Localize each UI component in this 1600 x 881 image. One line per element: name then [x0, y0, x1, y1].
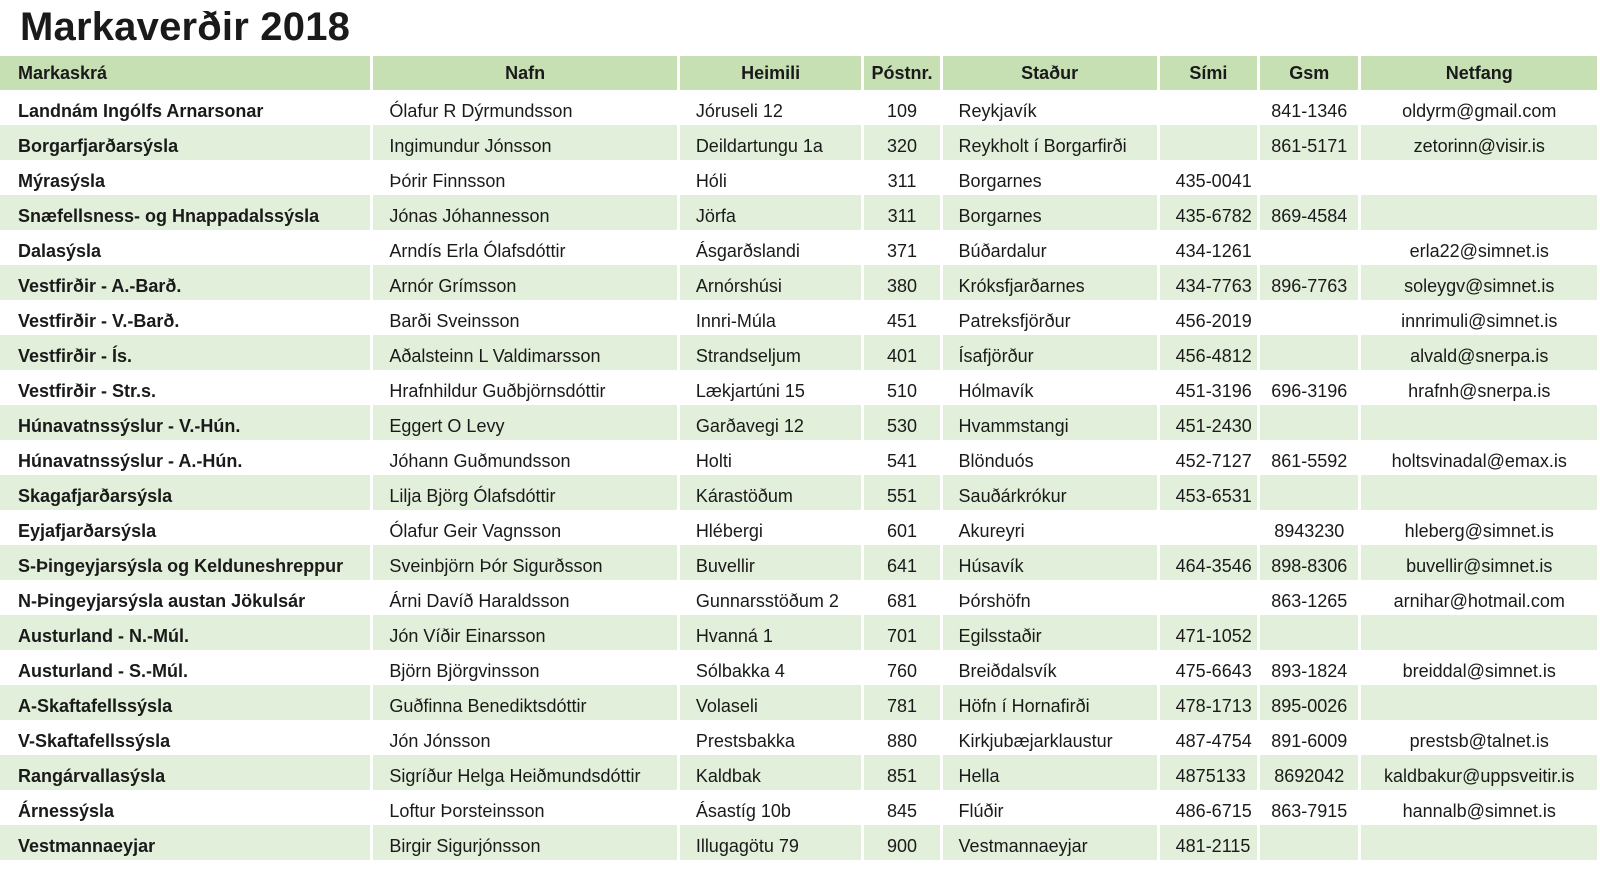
cell-simi: 487-4754 — [1160, 720, 1257, 755]
cell-netfang[interactable]: hannalb@simnet.is — [1361, 790, 1597, 825]
cell-gsm — [1260, 405, 1358, 440]
cell-nafn: Lilja Björg Ólafsdóttir — [373, 475, 676, 510]
cell-postnr: 551 — [864, 475, 939, 510]
cell-gsm — [1260, 230, 1358, 265]
cell-heimili: Prestsbakka — [680, 720, 862, 755]
cell-heimili: Kárastöðum — [680, 475, 862, 510]
cell-netfang[interactable]: soleygv@simnet.is — [1361, 265, 1597, 300]
cell-heimili: Jörfa — [680, 195, 862, 230]
cell-postnr: 541 — [864, 440, 939, 475]
cell-netfang — [1361, 475, 1597, 510]
cell-markaskra: A-Skaftafellssýsla — [0, 685, 370, 720]
table-header-row — [0, 56, 1597, 90]
header-heimili: Heimili — [680, 56, 862, 90]
cell-stadur: Patreksfjörður — [943, 300, 1157, 335]
table-row — [0, 475, 1597, 510]
cell-nafn: Björn Björgvinsson — [373, 650, 676, 685]
cell-gsm — [1260, 475, 1358, 510]
cell-gsm: 8943230 — [1260, 510, 1358, 545]
cell-markaskra: Vestmannaeyjar — [0, 825, 370, 860]
cell-markaskra: Rangárvallasýsla — [0, 755, 370, 790]
cell-postnr: 311 — [864, 160, 939, 195]
cell-netfang[interactable]: zetorinn@visir.is — [1361, 125, 1597, 160]
cell-nafn: Barði Sveinsson — [373, 300, 676, 335]
cell-netfang — [1361, 195, 1597, 230]
cell-heimili: Kaldbak — [680, 755, 862, 790]
cell-nafn: Jónas Jóhannesson — [373, 195, 676, 230]
cell-postnr: 900 — [864, 825, 939, 860]
cell-gsm — [1260, 825, 1358, 860]
cell-postnr: 851 — [864, 755, 939, 790]
cell-stadur: Akureyri — [943, 510, 1157, 545]
cell-nafn: Sveinbjörn Þór Sigurðsson — [373, 545, 676, 580]
cell-heimili: Jóruseli 12 — [680, 90, 862, 125]
cell-nafn: Jón Víðir Einarsson — [373, 615, 676, 650]
cell-nafn: Loftur Þorsteinsson — [373, 790, 676, 825]
table-row — [0, 510, 1597, 545]
cell-heimili: Hlébergi — [680, 510, 862, 545]
cell-postnr: 845 — [864, 790, 939, 825]
cell-stadur: Höfn í Hornafirði — [943, 685, 1157, 720]
header-gsm: Gsm — [1260, 56, 1358, 90]
cell-netfang[interactable]: buvellir@simnet.is — [1361, 545, 1597, 580]
cell-postnr: 380 — [864, 265, 939, 300]
cell-markaskra: Húnavatnssýslur - A.-Hún. — [0, 440, 370, 475]
cell-heimili: Gunnarsstöðum 2 — [680, 580, 862, 615]
cell-simi: 435-0041 — [1160, 160, 1257, 195]
cell-postnr: 320 — [864, 125, 939, 160]
cell-simi: 471-1052 — [1160, 615, 1257, 650]
table-row — [0, 545, 1597, 580]
table-row — [0, 125, 1597, 160]
cell-stadur: Króksfjarðarnes — [943, 265, 1157, 300]
cell-heimili: Garðavegi 12 — [680, 405, 862, 440]
header-nafn: Nafn — [373, 56, 676, 90]
cell-gsm — [1260, 160, 1358, 195]
cell-stadur: Vestmannaeyjar — [943, 825, 1157, 860]
cell-nafn: Jón Jónsson — [373, 720, 676, 755]
cell-stadur: Flúðir — [943, 790, 1157, 825]
table-row — [0, 755, 1597, 790]
cell-gsm: 841-1346 — [1260, 90, 1358, 125]
cell-markaskra: Austurland - S.-Múl. — [0, 650, 370, 685]
cell-stadur: Egilsstaðir — [943, 615, 1157, 650]
cell-heimili: Buvellir — [680, 545, 862, 580]
cell-simi: 435-6782 — [1160, 195, 1257, 230]
cell-gsm: 893-1824 — [1260, 650, 1358, 685]
cell-simi — [1160, 510, 1257, 545]
cell-stadur: Reykjavík — [943, 90, 1157, 125]
cell-markaskra: Húnavatnssýslur - V.-Hún. — [0, 405, 370, 440]
cell-simi — [1160, 125, 1257, 160]
cell-simi: 451-3196 — [1160, 370, 1257, 405]
cell-simi: 451-2430 — [1160, 405, 1257, 440]
cell-nafn: Ólafur Geir Vagnsson — [373, 510, 676, 545]
table-row — [0, 230, 1597, 265]
table-row — [0, 335, 1597, 370]
cell-simi — [1160, 90, 1257, 125]
cell-netfang[interactable]: alvald@snerpa.is — [1361, 335, 1597, 370]
cell-netfang[interactable]: hleberg@simnet.is — [1361, 510, 1597, 545]
cell-postnr: 371 — [864, 230, 939, 265]
cell-postnr: 530 — [864, 405, 939, 440]
cell-gsm: 863-1265 — [1260, 580, 1358, 615]
cell-nafn: Eggert O Levy — [373, 405, 676, 440]
cell-simi: 453-6531 — [1160, 475, 1257, 510]
cell-gsm: 895-0026 — [1260, 685, 1358, 720]
cell-markaskra: Vestfirðir - Str.s. — [0, 370, 370, 405]
cell-stadur: Ísafjörður — [943, 335, 1157, 370]
cell-postnr: 641 — [864, 545, 939, 580]
cell-simi — [1160, 580, 1257, 615]
cell-netfang[interactable]: hrafnh@snerpa.is — [1361, 370, 1597, 405]
cell-nafn: Ólafur R Dýrmundsson — [373, 90, 676, 125]
cell-heimili: Arnórshúsi — [680, 265, 862, 300]
cell-markaskra: Vestfirðir - Ís. — [0, 335, 370, 370]
table-row — [0, 160, 1597, 195]
cell-postnr: 109 — [864, 90, 939, 125]
cell-netfang[interactable]: kaldbakur@uppsveitir.is — [1361, 755, 1597, 790]
cell-stadur: Búðardalur — [943, 230, 1157, 265]
table-row — [0, 300, 1597, 335]
cell-simi: 486-6715 — [1160, 790, 1257, 825]
cell-gsm — [1260, 615, 1358, 650]
cell-heimili: Strandseljum — [680, 335, 862, 370]
cell-heimili: Ásgarðslandi — [680, 230, 862, 265]
cell-nafn: Aðalsteinn L Valdimarsson — [373, 335, 676, 370]
table-row — [0, 580, 1597, 615]
header-simi: Sími — [1160, 56, 1257, 90]
cell-nafn: Þórir Finnsson — [373, 160, 676, 195]
table-row — [0, 90, 1597, 125]
cell-markaskra: Skagafjarðarsýsla — [0, 475, 370, 510]
cell-heimili: Holti — [680, 440, 862, 475]
cell-gsm: 696-3196 — [1260, 370, 1358, 405]
cell-gsm: 861-5171 — [1260, 125, 1358, 160]
cell-markaskra: V-Skaftafellssýsla — [0, 720, 370, 755]
cell-heimili: Sólbakka 4 — [680, 650, 862, 685]
cell-stadur: Þórshöfn — [943, 580, 1157, 615]
cell-postnr: 701 — [864, 615, 939, 650]
cell-simi: 478-1713 — [1160, 685, 1257, 720]
cell-stadur: Borgarnes — [943, 160, 1157, 195]
cell-simi: 475-6643 — [1160, 650, 1257, 685]
cell-markaskra: Vestfirðir - A.-Barð. — [0, 265, 370, 300]
cell-stadur: Húsavík — [943, 545, 1157, 580]
cell-simi: 434-7763 — [1160, 265, 1257, 300]
cell-simi: 464-3546 — [1160, 545, 1257, 580]
cell-markaskra: Eyjafjarðarsýsla — [0, 510, 370, 545]
table-row — [0, 265, 1597, 300]
cell-postnr: 781 — [864, 685, 939, 720]
cell-postnr: 601 — [864, 510, 939, 545]
table-row — [0, 615, 1597, 650]
cell-nafn: Árni Davíð Haraldsson — [373, 580, 676, 615]
table-body — [0, 90, 1597, 860]
cell-markaskra: Snæfellsness- og Hnappadalssýsla — [0, 195, 370, 230]
cell-markaskra: Vestfirðir - V.-Barð. — [0, 300, 370, 335]
cell-nafn: Jóhann Guðmundsson — [373, 440, 676, 475]
cell-netfang[interactable]: erla22@simnet.is — [1361, 230, 1597, 265]
cell-markaskra: S-Þingeyjarsýsla og Kelduneshreppur — [0, 545, 370, 580]
table-row — [0, 195, 1597, 230]
cell-stadur: Sauðárkrókur — [943, 475, 1157, 510]
table-row — [0, 825, 1597, 860]
cell-netfang — [1361, 405, 1597, 440]
cell-markaskra: N-Þingeyjarsýsla austan Jökulsár — [0, 580, 370, 615]
table-row — [0, 405, 1597, 440]
cell-postnr: 451 — [864, 300, 939, 335]
cell-heimili: Innri-Múla — [680, 300, 862, 335]
cell-postnr: 311 — [864, 195, 939, 230]
cell-netfang[interactable]: holtsvinadal@emax.is — [1361, 440, 1597, 475]
cell-nafn: Hrafnhildur Guðbjörnsdóttir — [373, 370, 676, 405]
cell-heimili: Lækjartúni 15 — [680, 370, 862, 405]
cell-nafn: Arnór Grímsson — [373, 265, 676, 300]
cell-heimili: Volaseli — [680, 685, 862, 720]
cell-postnr: 510 — [864, 370, 939, 405]
cell-gsm: 898-8306 — [1260, 545, 1358, 580]
cell-heimili: Illugagötu 79 — [680, 825, 862, 860]
header-postnr: Póstnr. — [864, 56, 939, 90]
cell-simi: 456-4812 — [1160, 335, 1257, 370]
cell-markaskra: Dalasýsla — [0, 230, 370, 265]
cell-nafn: Sigríður Helga Heiðmundsdóttir — [373, 755, 676, 790]
cell-nafn: Guðfinna Benediktsdóttir — [373, 685, 676, 720]
page-title: Markaverðir 2018 — [20, 5, 351, 49]
cell-simi: 452-7127 — [1160, 440, 1257, 475]
cell-netfang[interactable]: prestsb@talnet.is — [1361, 720, 1597, 755]
cell-stadur: Blönduós — [943, 440, 1157, 475]
header-stadur: Staður — [943, 56, 1157, 90]
cell-markaskra: Landnám Ingólfs Arnarsonar — [0, 90, 370, 125]
cell-postnr: 880 — [864, 720, 939, 755]
cell-heimili: Hvanná 1 — [680, 615, 862, 650]
markaverdir-table — [0, 56, 1600, 860]
cell-netfang[interactable]: breiddal@simnet.is — [1361, 650, 1597, 685]
cell-nafn: Arndís Erla Ólafsdóttir — [373, 230, 676, 265]
cell-stadur: Hella — [943, 755, 1157, 790]
cell-netfang[interactable]: oldyrm@gmail.com — [1361, 90, 1597, 125]
cell-nafn: Birgir Sigurjónsson — [373, 825, 676, 860]
cell-postnr: 760 — [864, 650, 939, 685]
table-row — [0, 370, 1597, 405]
cell-stadur: Hvammstangi — [943, 405, 1157, 440]
cell-netfang[interactable]: innrimuli@simnet.is — [1361, 300, 1597, 335]
cell-gsm: 896-7763 — [1260, 265, 1358, 300]
cell-gsm: 8692042 — [1260, 755, 1358, 790]
cell-gsm: 869-4584 — [1260, 195, 1358, 230]
cell-stadur: Hólmavík — [943, 370, 1157, 405]
header-markaskra: Markaskrá — [0, 56, 370, 90]
cell-simi: 481-2115 — [1160, 825, 1257, 860]
header-netfang: Netfang — [1361, 56, 1597, 90]
table-row — [0, 440, 1597, 475]
cell-stadur: Kirkjubæjarklaustur — [943, 720, 1157, 755]
cell-netfang[interactable]: arnihar@hotmail.com — [1361, 580, 1597, 615]
cell-heimili: Ásastíg 10b — [680, 790, 862, 825]
table-row — [0, 720, 1597, 755]
cell-markaskra: Borgarfjarðarsýsla — [0, 125, 370, 160]
table-row — [0, 685, 1597, 720]
cell-markaskra: Árnessýsla — [0, 790, 370, 825]
cell-markaskra: Mýrasýsla — [0, 160, 370, 195]
cell-gsm: 861-5592 — [1260, 440, 1358, 475]
cell-netfang — [1361, 685, 1597, 720]
table-row — [0, 790, 1597, 825]
cell-netfang — [1361, 825, 1597, 860]
cell-gsm: 891-6009 — [1260, 720, 1358, 755]
cell-gsm — [1260, 335, 1358, 370]
cell-gsm — [1260, 300, 1358, 335]
cell-simi: 456-2019 — [1160, 300, 1257, 335]
cell-stadur: Breiðdalsvík — [943, 650, 1157, 685]
cell-postnr: 401 — [864, 335, 939, 370]
cell-netfang — [1361, 615, 1597, 650]
table-row — [0, 650, 1597, 685]
cell-heimili: Deildartungu 1a — [680, 125, 862, 160]
cell-nafn: Ingimundur Jónsson — [373, 125, 676, 160]
cell-markaskra: Austurland - N.-Múl. — [0, 615, 370, 650]
cell-simi: 434-1261 — [1160, 230, 1257, 265]
cell-netfang — [1361, 160, 1597, 195]
cell-postnr: 681 — [864, 580, 939, 615]
cell-heimili: Hóli — [680, 160, 862, 195]
cell-simi: 4875133 — [1160, 755, 1257, 790]
cell-stadur: Reykholt í Borgarfirði — [943, 125, 1157, 160]
cell-gsm: 863-7915 — [1260, 790, 1358, 825]
cell-stadur: Borgarnes — [943, 195, 1157, 230]
